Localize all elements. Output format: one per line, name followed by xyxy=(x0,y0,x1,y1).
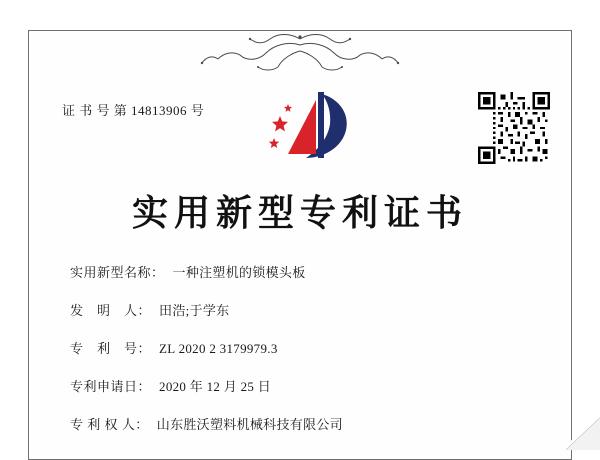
field-row xyxy=(70,376,540,395)
field-value-patent-number: ZL 2020 2 3179979.3 xyxy=(159,341,278,356)
field-label-patent-number: 专 利 号： xyxy=(70,341,152,356)
field-row xyxy=(70,338,540,357)
patent-office-logo-icon xyxy=(262,88,358,168)
field-row xyxy=(70,300,540,319)
field-label-application-date: 专利申请日： xyxy=(70,379,152,394)
certificate-number: 证 书 号 第 14813906 号 xyxy=(62,103,205,118)
page-title: 实用新型专利证书 xyxy=(131,193,468,233)
field-value-inventor: 田浩;于学东 xyxy=(159,303,230,318)
field-row xyxy=(70,414,540,433)
field-label-name: 实用新型名称： xyxy=(70,265,165,280)
field-value-name: 一种注塑机的锁模头板 xyxy=(172,265,306,280)
certificate-fields xyxy=(70,262,540,452)
field-value-patentee: 山东胜沃塑料机械科技有限公司 xyxy=(156,417,343,432)
qr-code-icon xyxy=(478,92,550,164)
field-row xyxy=(70,262,540,281)
page-curl-decoration xyxy=(560,416,600,450)
field-label-inventor: 发 明 人： xyxy=(70,303,152,318)
field-label-patentee: 专 利 权 人： xyxy=(70,417,149,432)
field-value-application-date: 2020 年 12 月 25 日 xyxy=(159,379,272,394)
